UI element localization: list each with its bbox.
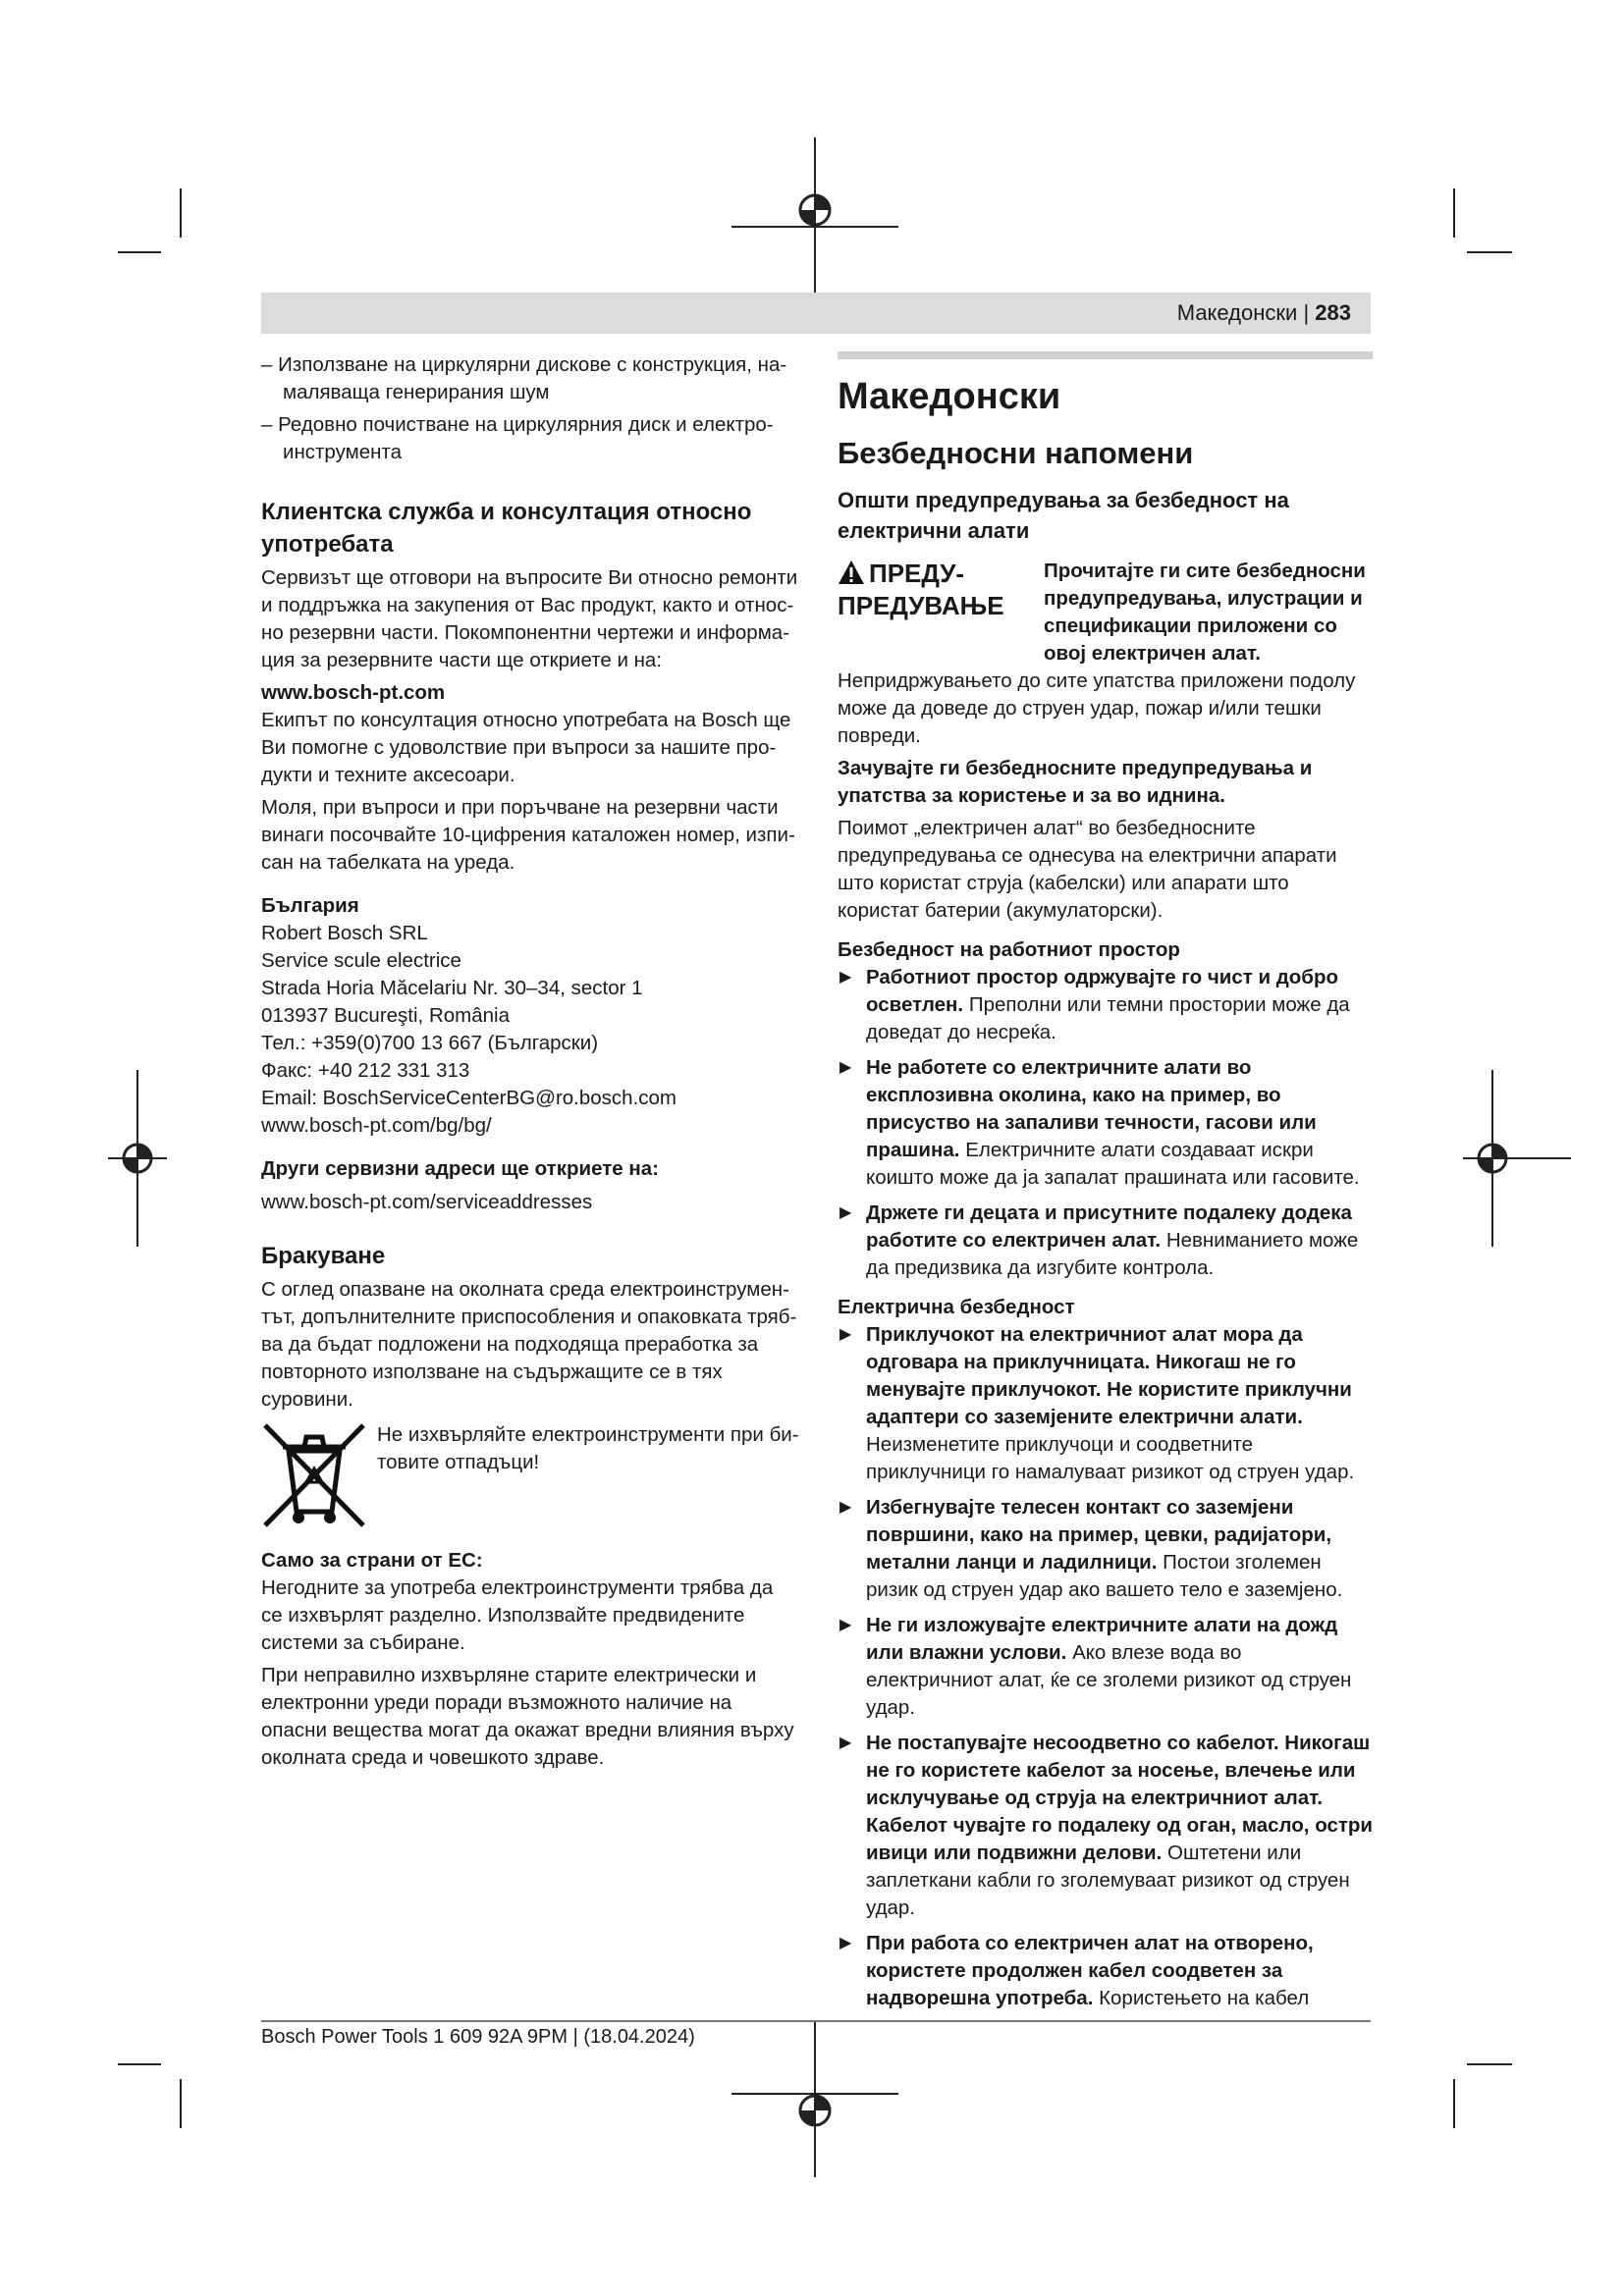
list-item — [838, 1612, 1373, 1722]
list-item-text: Ако влезе вода во електричниот алат, ќе се зголеми ризикот од струен удар. — [866, 1641, 1352, 1719]
list-item — [838, 1930, 1373, 2012]
other-service-heading: Други сервизни адреси ще откриете на: — [261, 1157, 659, 1180]
divider — [838, 351, 1373, 359]
address-line: Email: BoschServiceCenterBG@ro.bosch.com — [261, 1087, 677, 1109]
warning-triangle-icon — [838, 560, 865, 585]
registration-mark-icon — [108, 1070, 167, 1247]
paragraph: Екипът по консултация относно употребата на Bosch ще Ви помогне с удоволствие при въпроси за нашите продукти и техните аксесоари. — [261, 709, 791, 786]
crop-mark — [118, 2063, 161, 2065]
list-item-bold: Не работете со електричните алати во експлозивна околина, како на пример, во присуство на запаливи течности, гасови или прашина. — [866, 1056, 1317, 1161]
address-line: www.bosch-pt.com/bg/bg/ — [261, 1114, 492, 1137]
address-line: Факс: +40 212 331 313 — [261, 1059, 470, 1082]
address-line: 013937 Bucureşti, România — [261, 1004, 510, 1027]
list-item-bold: Држете ги децата и присутните подалеку додека работите со електричен алат. — [866, 1201, 1352, 1252]
list-item-text: Невниманието може да предизвика да изгубите контрола. — [866, 1229, 1359, 1279]
address-line: Тел.: +359(0)700 13 667 (Български) — [261, 1032, 599, 1054]
bullet-arrow-icon: ▶ — [839, 1059, 852, 1076]
paragraph: Негодните за употреба електроинструменти трябва да се изхвърлят разделно. Използвайте предвидените системи за събиране. — [261, 1576, 774, 1654]
disposal-heading: Бракуване — [261, 1243, 386, 1269]
bullet-arrow-icon: ▶ — [839, 1735, 852, 1751]
eu-heading: Само за страни от ЕС: — [261, 1549, 483, 1572]
section-heading: Безбедносни напомени — [838, 436, 1194, 470]
list-item — [838, 964, 1373, 1046]
general-heading: Општи предупредувања за безбедност на електрични алати — [838, 488, 1289, 543]
bullet-arrow-icon: ▶ — [839, 1204, 852, 1221]
paragraph: Сервизът ще отговори на въпросите Ви относно ремонти и поддръжка на закупения от Вас продукт, както и относно резервни части. Покомпонентни чертежи и информация за резервните части ще откриете и на: — [261, 566, 798, 671]
page-title: Македонски — [838, 376, 1061, 417]
list-item-bold: Приклучокот на електричниот алат мора да одговара на приклучницата. Никогаш не го менувајте приклучокот. Не користите приклучни адаптери со заземјените електрични алати. — [866, 1323, 1352, 1428]
bin-text: Не изхвърляйте електроинструменти при битовите отпадъци! — [377, 1423, 799, 1473]
address-block — [261, 920, 799, 1140]
list-item-text: Постои зголемен ризик од струен удар ако вашето тело е заземјено. — [866, 1551, 1343, 1601]
bullet-arrow-icon: ▶ — [839, 1499, 852, 1516]
list-item — [838, 1200, 1373, 1282]
paragraph: С оглед опазване на околната среда електроинструментът, допълнителните приспособления и опаковката трябва да бъдат подложени на подходяща преработка за повторното използване на съдържащите се в тях суровини. — [261, 1278, 797, 1411]
bullet-arrow-icon: ▶ — [839, 1326, 852, 1343]
list-item-bold: Работниот простор одржувајте го чист и добро осветлен. — [866, 966, 1338, 1016]
registration-mark-icon — [727, 137, 903, 294]
crop-mark — [180, 188, 182, 238]
warning-label — [838, 558, 1034, 622]
warning-bold: Прочитајте ги сите безбедносни предупредувања, илустрации и спецификации приложени со овој електричен алат. — [1044, 560, 1366, 665]
list-item — [838, 1494, 1373, 1604]
list-item-bold: Не постапувајте несоодветно со кабелот. Никогаш не го користете кабелот за носење, влечење или исклучување од струја на електричниот алат. Кабелот чувајте го подалеку од оган, масло, остри ивици или подвижни делови. — [866, 1732, 1374, 1864]
crop-mark — [180, 2079, 182, 2128]
list-item-bold: Не ги изложувајте електричните алати на дожд или влажни услови. — [866, 1614, 1338, 1664]
list-item-text: Неизменетите приклучоци и соодветните приклучници го намалуваат ризикот од струен удар. — [866, 1433, 1355, 1483]
header-label: Македонски | 283 — [1176, 300, 1351, 325]
list-item-text: Преполни или темни простории може да доведат до несреќа. — [866, 993, 1350, 1043]
bullet-arrow-icon: ▶ — [839, 1935, 852, 1951]
work-area-heading: Безбедност на работниот простор — [838, 938, 1180, 961]
crossed-out-bin-icon — [261, 1421, 367, 1529]
list-item — [838, 1730, 1373, 1922]
service-heading: Клиентска служба и консултация относно употребата — [261, 499, 752, 558]
right-column — [838, 351, 1373, 2020]
list-item-text: Користењето на кабел — [1099, 1987, 1310, 2009]
warning-block — [838, 558, 1373, 667]
bullet-arrow-icon: ▶ — [839, 969, 852, 986]
left-column — [261, 351, 799, 1777]
list-item-text: Електричните алати создаваат искри коишто може да ја запалат прашината или гасовите. — [866, 1139, 1360, 1189]
warning-text: Непридржувањето до сите упатства приложени подолу може да доведе до струен удар, пожар и/или тешки повреди. — [838, 669, 1356, 747]
registration-mark-icon — [727, 2020, 903, 2177]
list-item: – Редовно почистване на циркулярния диск и електроинструмента — [261, 413, 774, 463]
warning-label-text: ПРЕДУПРЕДУВАЊЕ — [838, 559, 1004, 620]
page-footer: Bosch Power Tools 1 609 92A 9PM | (18.04.2024) — [261, 2026, 695, 2048]
header-language: Македонски — [1176, 300, 1298, 325]
crop-mark — [1467, 251, 1512, 253]
list-item-bold: Избегнувајте телесен контакт со заземјени површини, како на пример, цевки, радијатори, метални ланци и ладилници. — [866, 1496, 1332, 1574]
crop-mark — [1453, 2079, 1455, 2128]
crop-mark — [1467, 2063, 1512, 2065]
weee-notice — [261, 1421, 799, 1529]
list-item — [838, 1054, 1373, 1192]
page-header — [261, 293, 1371, 334]
other-service-url: www.bosch-pt.com/serviceaddresses — [261, 1191, 593, 1213]
address-country: България — [261, 894, 359, 917]
electrical-heading: Електрична безбедност — [838, 1296, 1075, 1318]
paragraph: При неправилно изхвърляне старите електрически и електронни уреди поради възможното наличие на опасни вещества могат да окажат вредни влияния върху околната среда и човешкото здраве. — [261, 1664, 794, 1769]
crop-mark — [118, 251, 161, 253]
list-item: – Използване на циркулярни дискове с конструкция, намаляваща генерирания шум — [261, 353, 787, 403]
paragraph: Моля, при въпроси и при поръчване на резервни части винаги посочвайте 10-цифрения каталожен номер, изписан на табелката на уреда. — [261, 796, 795, 874]
list-item-bold: При работа со електричен алат на отворено, користете продолжен кабел соодветен за надворешна употреба. — [866, 1932, 1314, 2009]
address-line: Service scule electrice — [261, 949, 461, 972]
term-definition: Поимот „електричен алат“ во безбедносните предупредувања се однесува на електрични апарати што користат струја (кабелски) или апарати што користат батерии (акумулаторски). — [838, 817, 1337, 922]
page-number: 283 — [1315, 300, 1351, 325]
list-item — [838, 1321, 1373, 1486]
address-line: Strada Horia Măcelariu Nr. 30–34, sector 1 — [261, 977, 643, 999]
address-line: Robert Bosch SRL — [261, 922, 428, 944]
bullet-arrow-icon: ▶ — [839, 1617, 852, 1633]
list-item-text: Оштетени или заплеткани кабли го зголемуваат ризикот од струен удар. — [866, 1842, 1350, 1919]
keep-instructions: Зачувајте ги безбедносните предупредувања и упатства за користење и за во иднина. — [838, 757, 1313, 807]
registration-mark-icon — [1463, 1070, 1571, 1247]
service-url: www.bosch-pt.com — [261, 681, 446, 704]
crop-mark — [1453, 188, 1455, 238]
footer-divider — [261, 2020, 1371, 2022]
